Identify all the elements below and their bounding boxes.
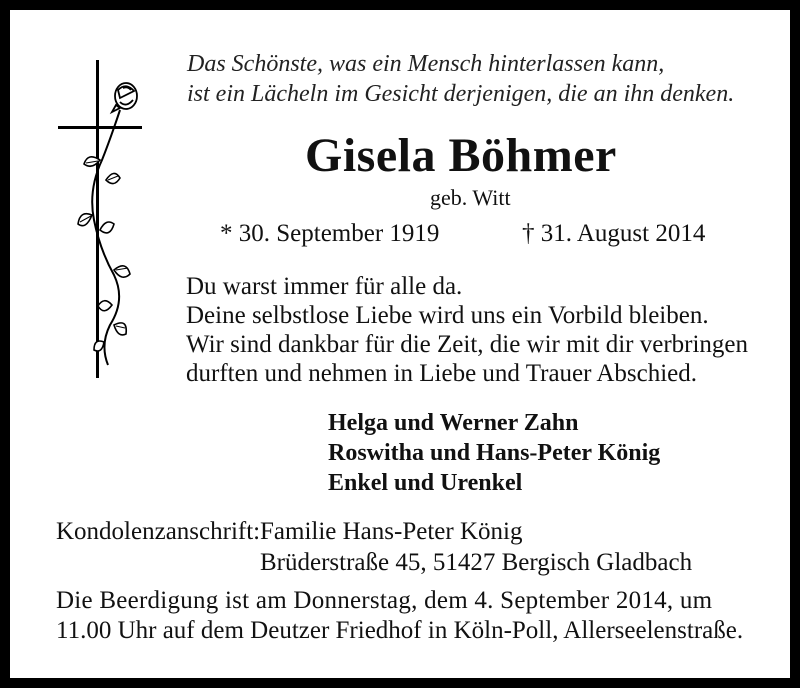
condolence-name: Familie Hans-Peter König [260,518,523,545]
message-line-4: durften und nehmen in Liebe und Trauer Abschied. [186,360,698,387]
cross-with-rose-icon [54,60,154,380]
condolence-label: Kondolenzanschrift: [56,518,261,545]
quote-line-2: ist ein Lächeln im Gesicht derjenigen, die an ihn denken. [187,81,735,107]
message-line-3: Wir sind dankbar für die Zeit, die wir mit dir verbringen [186,331,749,358]
funeral-line-1: Die Beerdigung ist am Donnerstag, dem 4. September 2014, um [56,587,713,614]
quote-line-1: Das Schönste, was ein Mensch hinterlassen kann, [187,51,665,77]
birth-date: * 30. September 1919 [220,220,440,247]
death-date: † 31. August 2014 [522,220,706,247]
message-line-2: Deine selbstlose Liebe wird uns ein Vorbild bleiben. [186,302,709,329]
maiden-name: geb. Witt [430,185,511,210]
funeral-line-2: 11.00 Uhr auf dem Deutzer Friedhof in Köln-Poll, Allerseelenstraße. [56,617,744,644]
mourner-3: Enkel und Urenkel [328,470,523,496]
condolence-address: Brüderstraße 45, 51427 Bergisch Gladbach [260,549,693,576]
obituary-card [10,10,790,678]
deceased-name: Gisela Böhmer [305,129,617,182]
message-line-1: Du warst immer für alle da. [186,273,463,300]
mourner-2: Roswitha und Hans-Peter König [328,440,661,466]
mourner-1: Helga und Werner Zahn [328,410,579,436]
